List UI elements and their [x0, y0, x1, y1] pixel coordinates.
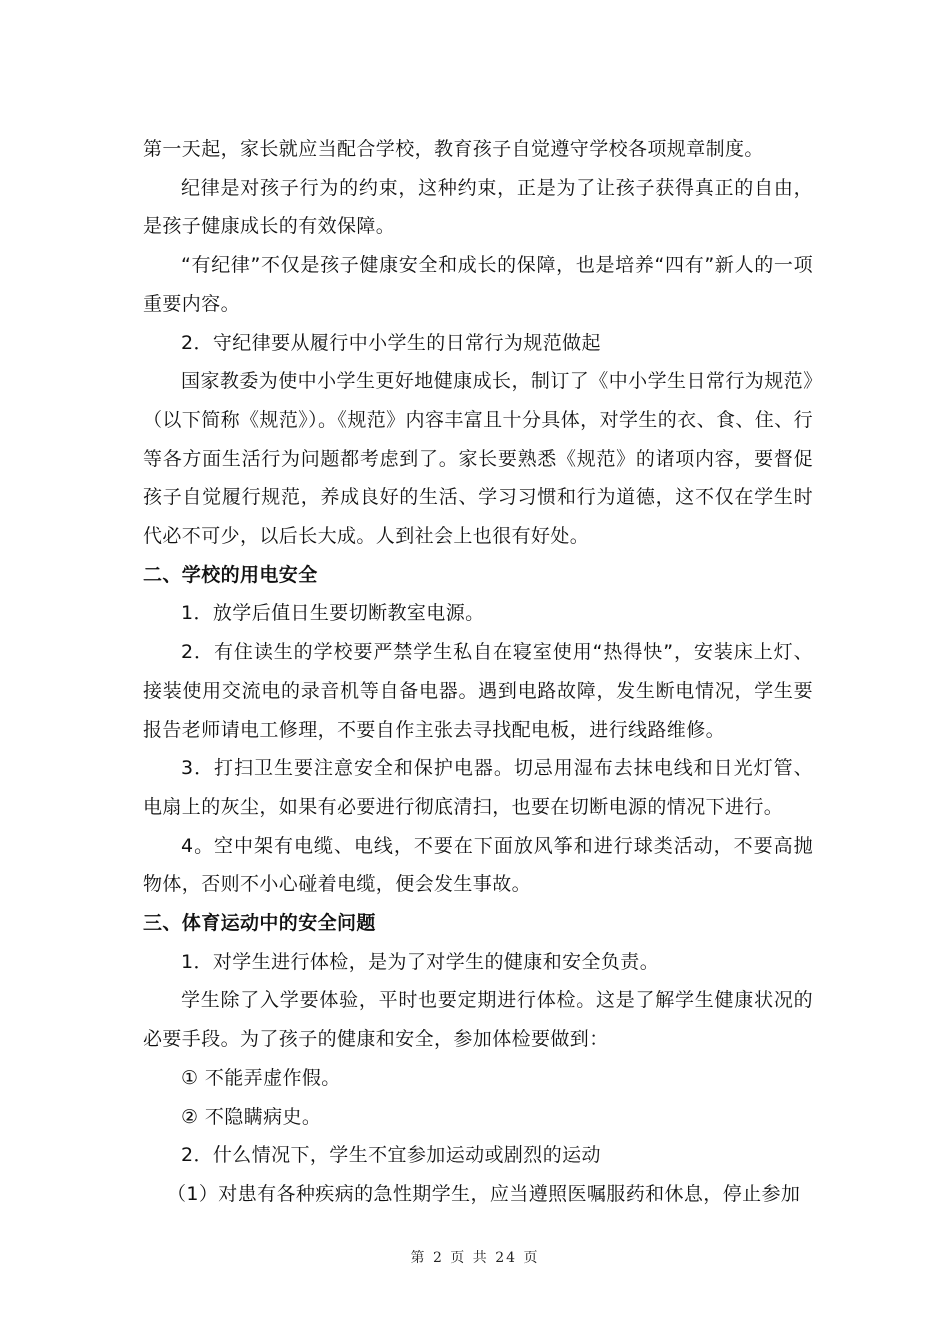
section-heading: 三、体育运动中的安全问题 — [143, 912, 376, 935]
paragraph: 国家教委为使中小学生更好地健康成长，制订了《中小学生日常行为规范》（以下简称《规范》）。《规范》内容丰富且十分具体，对学生的衣、食、住、行等各方面生活行为问题都考虑到了。家长要熟悉《规范》的诸项内容，要督促孩子自觉履行规范，养成良好的生活、学习习惯和行为道德，这不仅在学生时代必不可少，以后长大成。人到社会上也很有好处。 — [143, 370, 813, 548]
paragraph: 2．什么情况下，学生不宜参加运动或剧烈的运动 — [181, 1144, 601, 1167]
paragraph: （1）对患有各种疾病的急性期学生，应当遵照医嘱服药和休息，停止参加 — [167, 1182, 801, 1205]
list-item: ② 不隐瞒病史。 — [181, 1105, 322, 1128]
paragraph: 2．守纪律要从履行中小学生的日常行为规范做起 — [181, 331, 601, 354]
list-item: ① 不能弄虚作假。 — [181, 1066, 341, 1089]
document-body — [143, 130, 813, 1214]
paragraph: 2．有住读生的学校要严禁学生私自在寝室使用“热得快”，安装床上灯、接装使用交流电的录音机等自备电器。遇到电路故障，发生断电情况，学生要报告老师请电工修理，不要自作主张去寻找配电板，进行线路维修。 — [143, 641, 813, 741]
section-heading: 二、学校的用电安全 — [143, 563, 318, 586]
paragraph: “有纪律”不仅是孩子健康安全和成长的保障，也是培养“四有”新人的一项重要内容。 — [143, 254, 813, 315]
paragraph: 3．打扫卫生要注意安全和保护电器。切忌用湿布去抹电线和日光灯管、电扇上的灰尘，如果有必要进行彻底清扫，也要在切断电源的情况下进行。 — [143, 757, 813, 818]
paragraph: 第一天起，家长就应当配合学校，教育孩子自觉遵守学校各项规章制度。 — [143, 138, 764, 160]
paragraph: 4。空中架有电缆、电线，不要在下面放风筝和进行球类活动，不要高抛物体，否则不小心碰着电缆，便会发生事故。 — [143, 834, 813, 896]
paragraph: 学生除了入学要体验，平时也要定期进行体检。这是了解学生健康状况的必要手段。为了孩子的健康和安全，参加体检要做到： — [143, 989, 813, 1051]
paragraph: 纪律是对孩子行为的约束，这种约束，正是为了让孩子获得真正的自由，是孩子健康成长的有效保障。 — [143, 176, 813, 238]
page-number-footer: 第 2 页 共 24 页 — [410, 1250, 540, 1266]
paragraph: 1．对学生进行体检，是为了对学生的健康和安全负责。 — [181, 950, 660, 973]
paragraph: 1．放学后值日生要切断教室电源。 — [181, 602, 485, 625]
